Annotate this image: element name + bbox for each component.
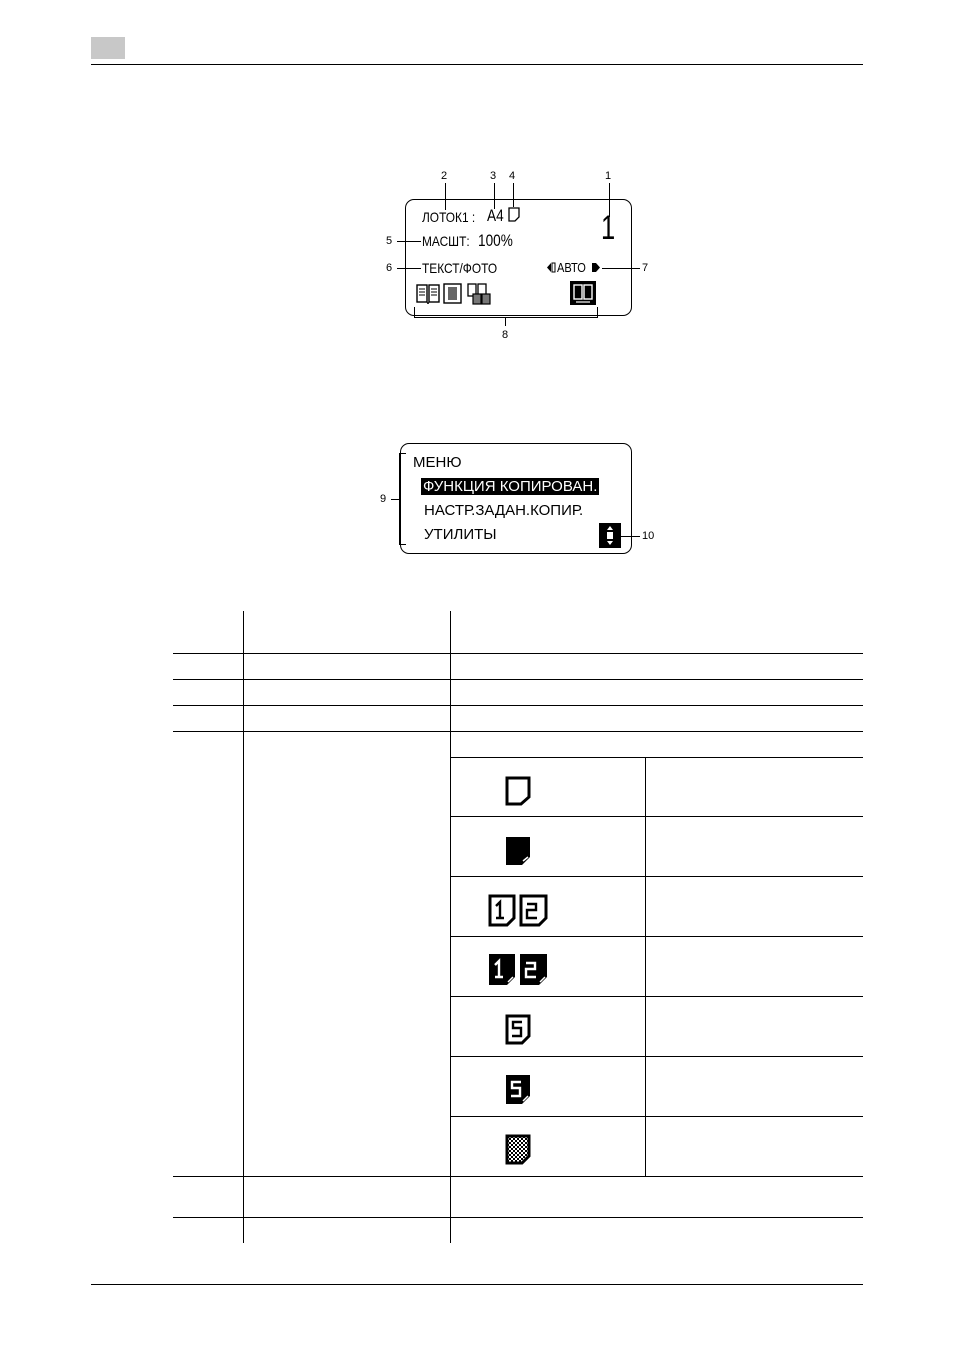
callout-7: 7 bbox=[642, 262, 649, 274]
leader-10 bbox=[621, 536, 640, 537]
chapter-tab-marker bbox=[91, 37, 125, 59]
mode-label: ТЕКСТ/ФОТО bbox=[422, 260, 498, 276]
staple-outline-icon bbox=[505, 1014, 531, 1045]
density-left-arrow-icon bbox=[546, 262, 556, 273]
table-subrow-line bbox=[450, 1116, 863, 1117]
single-page-icon bbox=[505, 776, 531, 806]
density-label: АВТО bbox=[557, 260, 586, 275]
leader-2 bbox=[445, 183, 446, 210]
callout-8: 8 bbox=[502, 329, 509, 341]
menu-item-utilities[interactable]: УТИЛИТЫ bbox=[424, 526, 497, 543]
table-subrow-line bbox=[450, 996, 863, 997]
menu-item-copy-function[interactable] bbox=[421, 477, 599, 497]
leader-5 bbox=[397, 241, 421, 242]
staple-filled-icon bbox=[505, 1074, 531, 1105]
paper-orientation-icon bbox=[508, 207, 520, 222]
combine-copy-icon bbox=[467, 283, 491, 305]
two-page-outline-icon bbox=[488, 894, 550, 928]
halftone-page-icon bbox=[505, 1134, 531, 1165]
single-page-filled-icon bbox=[505, 836, 531, 866]
callout-6: 6 bbox=[386, 262, 393, 274]
table-subrow-line bbox=[450, 816, 863, 817]
leader-8 bbox=[505, 317, 506, 326]
bracket-9-bottom bbox=[399, 544, 406, 545]
table-row-line bbox=[173, 731, 863, 732]
callout-1: 1 bbox=[605, 170, 612, 182]
leader-4 bbox=[513, 183, 514, 207]
copy-count: 1 bbox=[601, 209, 616, 247]
menu-item-job-settings[interactable]: НАСТР.ЗАДАН.КОПИР. bbox=[424, 502, 584, 519]
leader-7 bbox=[602, 268, 640, 269]
density-pattern-icon bbox=[443, 283, 462, 304]
tray-label: ЛОТОК1 : bbox=[422, 209, 476, 225]
menu-title: МЕНЮ bbox=[413, 454, 462, 471]
header-rule bbox=[91, 64, 863, 65]
paper-size: A4 bbox=[487, 206, 504, 225]
book-copy-icon bbox=[416, 283, 440, 304]
table-subrow-line bbox=[450, 757, 863, 758]
table-row-line bbox=[173, 1176, 863, 1177]
zoom-value: 100% bbox=[478, 231, 513, 250]
callout-2: 2 bbox=[441, 170, 448, 182]
bracket-8-bottom bbox=[414, 317, 598, 318]
table-row-line bbox=[173, 679, 863, 680]
two-page-filled-icon bbox=[488, 953, 550, 987]
callout-5: 5 bbox=[386, 235, 393, 247]
table-row-line bbox=[173, 705, 863, 706]
table-subrow-line bbox=[450, 876, 863, 877]
bracket-9-vertical bbox=[399, 453, 400, 545]
table-row-line bbox=[173, 653, 863, 654]
table-subrow-line bbox=[450, 936, 863, 937]
scroll-indicator-icon[interactable] bbox=[599, 523, 621, 548]
duplex-selected-icon bbox=[570, 281, 596, 305]
callout-3: 3 bbox=[490, 170, 497, 182]
leader-9 bbox=[391, 499, 399, 500]
menu-item-label: ФУНКЦИЯ КОПИРОВАН. bbox=[423, 478, 598, 495]
zoom-label: МАСШТ: bbox=[422, 233, 470, 249]
table-subrow-line bbox=[450, 1056, 863, 1057]
table-row-line bbox=[173, 1217, 863, 1218]
callout-9: 9 bbox=[380, 493, 387, 505]
footer-rule bbox=[91, 1284, 863, 1285]
callout-10: 10 bbox=[642, 530, 655, 542]
table-subcol-divider bbox=[645, 757, 646, 1176]
bracket-9-top bbox=[399, 453, 406, 454]
callout-4: 4 bbox=[509, 170, 516, 182]
leader-6 bbox=[397, 268, 421, 269]
density-right-arrow-icon bbox=[591, 262, 601, 273]
